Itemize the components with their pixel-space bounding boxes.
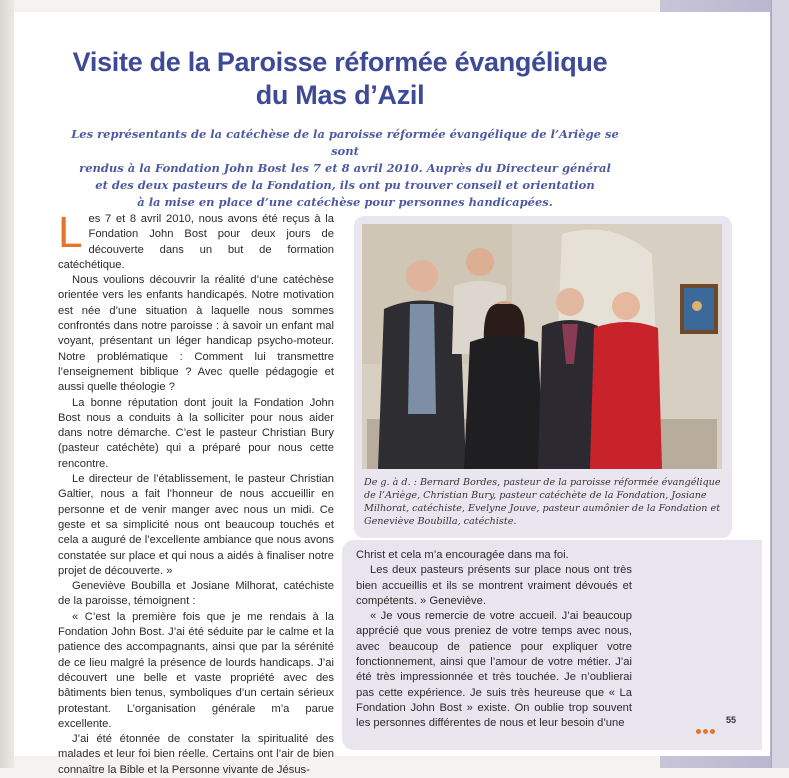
title-line-2: du Mas d’Azil [255, 80, 425, 110]
paragraph: Le directeur de l’établissement, le pasteur Christian Galtier, nous a fait l’honneur de nous accueillir en personne et de venir manger avec nous un midi. Ce geste et sa simplicité nous ont beaucoup touchés et cela a auguré de l’excellente ambiance que nous avons constatée sur place et qui nous a aidés à finaliser notre projet de découverte. » [58, 473, 334, 577]
paragraph: Christ et cela m’a encouragée dans ma foi. [356, 549, 569, 561]
photo-caption: De g. à d. : Bernard Bordes, pasteur de la paroisse réformée évangélique de l’Ariège, Christian Bury, pasteur catéchète de la Fondation, Josiane Milhorat, catéchiste, Evelyne Jouve, pasteur aumônier de la Fondation et Geneviève Boubilla, catéchiste. [364, 477, 721, 527]
ornament-dot [710, 729, 715, 734]
ornament-dots [696, 721, 717, 739]
paragraph: Les deux pasteurs présents sur place nous ont très bien accueillis et ils se montrent vraiment dévoués et compétents. » Geneviève. [356, 564, 632, 607]
page-left-edge [0, 0, 14, 768]
paragraph: « Je vous remercie de votre accueil. J’ai beaucoup apprécié que vous preniez de votre temps avec nous, avec beaucoup de patience pour expliquer votre fonctionnement, ainsi que l’amour de votre métier. J’ai été très impressionnée et très touchée. Je n’oublierai pas cette expérience. Je suis très heureuse que « La Fondation John Bost » existe. On oublie trop souvent les personnes différentes de nous et leur besoin d’une [356, 610, 632, 730]
page-number: 55 [726, 715, 737, 725]
ornament-dot [696, 729, 701, 734]
title-line-1: Visite de la Paroisse réformée évangélique [72, 47, 608, 77]
group-photo-illustration [362, 224, 722, 469]
drop-cap: L [58, 208, 83, 257]
lead-line-2: rendus à la Fondation John Bost les 7 et 8 avril 2010. Auprès du Directeur général [79, 161, 611, 175]
magazine-spine [771, 0, 789, 768]
group-photo [362, 224, 722, 469]
paragraph: La bonne réputation dont jouit la Fondation John Bost nous a conduits à la solliciter pour nous aider dans notre démarche. C’est le pasteur Christian Bury (pasteur catéchète) qui a préparé pour nous cette rencontre. [58, 396, 334, 470]
paragraph [58, 208, 334, 273]
right-column [356, 548, 632, 732]
left-column [58, 208, 334, 778]
paragraph: Nous voulions découvrir la réalité d’une catéchèse orientée vers les enfants handicapés. Notre motivation est née d’une situation à laquelle nous sommes confrontés dans notre paroisse : à savoir un enfant mal voyant, présentant un léger handicap psycho-moteur. Notre problématique : Comment lui transmettre l’enseignement biblique ? Avec quelle pédagogie et aussi quelle théologie ? [58, 274, 334, 394]
lead-line-3: et des deux pasteurs de la Fondation, ils ont pu trouver conseil et orientation [95, 178, 595, 192]
ornament-dot [703, 729, 708, 734]
lead-line-1: Les représentants de la catéchèse de la paroisse réformée évangélique de l’Ariège se sont [71, 127, 619, 158]
lead-line-4: à la mise en place d’une catéchèse pour personnes handicapées. [137, 195, 553, 209]
paragraph: « C’est la première fois que je me rendais à la Fondation John Bost. J’ai été séduite par le calme et la patience des accompagnants, ainsi que par la sérénité de ce lieu malgré la présence de lourds handicaps. J’ai découvert une belle et vaste propriété avec des bâtiments bien tenus, symboliques d’un certain sérieux protestant. L’organisation générale m’a parue excellente. [58, 610, 334, 730]
article-title [40, 46, 640, 112]
paragraph: J’ai été étonnée de constater la spiritualité des malades et leur foi bien réelle. Certains ont l’air de bien connaître la Bible et la Personne vivante de Jésus- [58, 733, 334, 776]
paragraph-text: es 7 et 8 avril 2010, nous avons été reçus à la Fondation John Bost pour deux jours de découverte dans un but de formation catéchétique. [58, 213, 334, 271]
paragraph: Geneviève Boubilla et Josiane Milhorat, catéchiste de la paroisse, témoignent : [58, 580, 334, 608]
article-lead [60, 126, 630, 211]
